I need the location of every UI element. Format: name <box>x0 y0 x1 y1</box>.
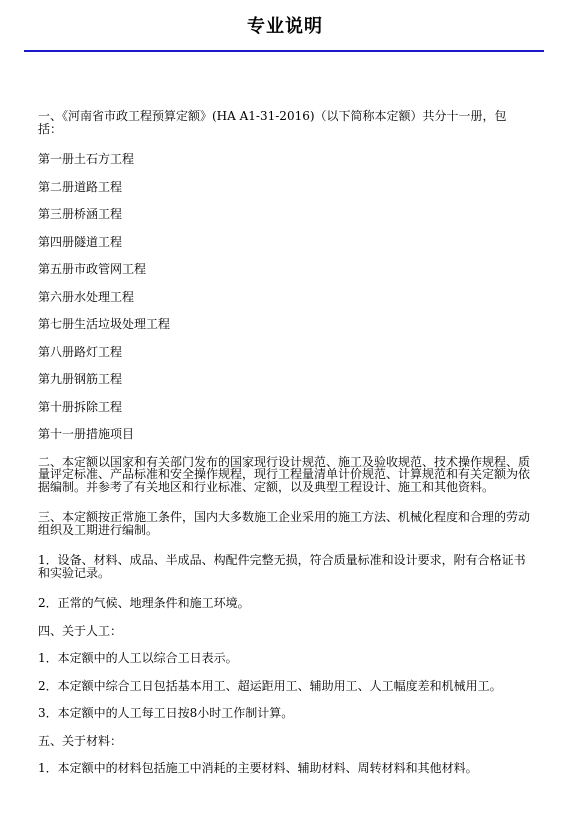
materials-item: 1．本定额中的材料包括施工中消耗的主要材料、辅助材料、周转材料和其他材料。 <box>38 761 478 775</box>
condition-item: 2．正常的气候、地理条件和施工环境。 <box>38 596 250 610</box>
page-title: 专业说明 <box>247 16 323 37</box>
volume-item: 第九册钢筋工程 <box>38 372 123 386</box>
page-header <box>0 0 570 54</box>
volume-item: 第十一册措施项目 <box>38 427 135 441</box>
volume-item: 第七册生活垃圾处理工程 <box>38 317 171 331</box>
labor-item: 1．本定额中的人工以综合工日表示。 <box>38 651 238 665</box>
volume-item: 第五册市政管网工程 <box>38 262 147 276</box>
title-divider <box>24 50 544 52</box>
volume-item: 第八册路灯工程 <box>38 344 123 359</box>
labor-item: 2．本定额中综合工日包括基本用工、超运距用工、辅助用工、人工幅度差和机械用工。 <box>38 678 502 693</box>
volume-item: 第六册水处理工程 <box>38 289 135 304</box>
condition-item: 1．设备、材料、成品、半成品、构配件完整无损，符合质量标准和设计要求，附有合格证书和实验记录。 <box>38 553 526 580</box>
volume-item: 第十册拆除工程 <box>38 399 123 414</box>
intro-paragraph: 一、《河南省市政工程预算定额》(HA A1-31-2016)（以下简称本定额）共分十一册，包括： <box>38 109 507 136</box>
volume-item: 第三册桥涵工程 <box>38 207 123 221</box>
section-heading-labor: 四、关于人工： <box>38 623 123 638</box>
section-heading-materials: 五、关于材料： <box>38 733 123 748</box>
labor-item: 3．本定额中的人工每工日按8小时工作制计算。 <box>38 706 294 720</box>
conditions-paragraph: 三、本定额按正常施工条件，国内大多数施工企业采用的施工方法、机械化程度和合理的劳动组织及工期进行编制。 <box>38 510 531 537</box>
volume-item: 第四册隧道工程 <box>38 234 123 249</box>
volume-item: 第一册土石方工程 <box>38 152 135 166</box>
volume-item: 第二册道路工程 <box>38 179 123 194</box>
document-body <box>38 110 530 775</box>
basis-paragraph: 二、本定额以国家和有关部门发布的国家现行设计规范、施工及验收规范、技术操作规程、质量评定标准、产品标准和安全操作规程，现行工程量清单计价规范、计算规范和有关定额为依据编制。并参考了有关地区和行业标准、定额，以及典型工程设计、施工和其他资料。 <box>38 454 531 494</box>
